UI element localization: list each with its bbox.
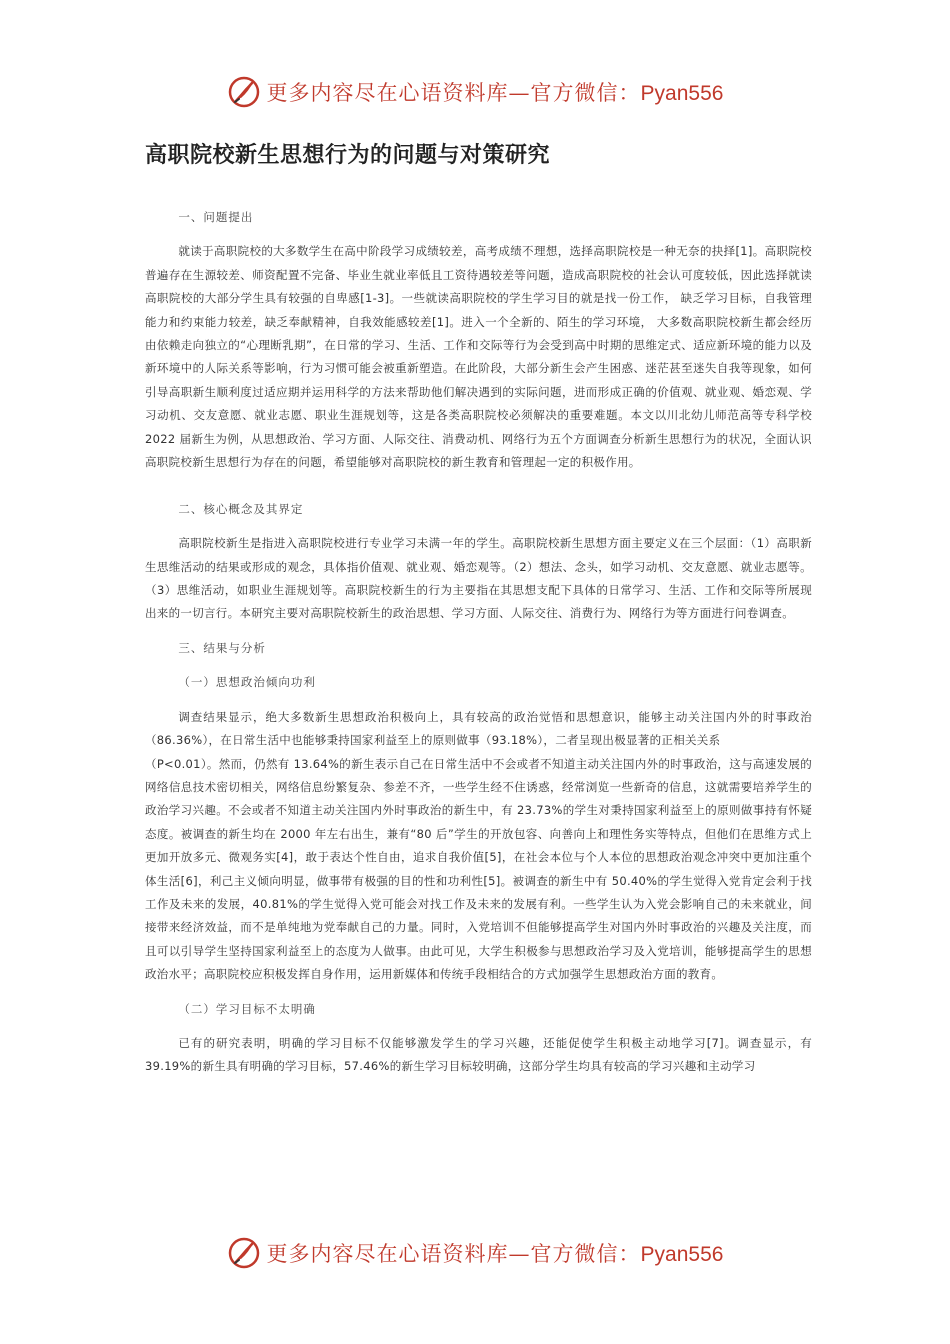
subsection-heading-1: （一）思想政治倾向功利 xyxy=(178,675,316,690)
document-title: 高职院校新生思想行为的问题与对策研究 xyxy=(145,143,551,168)
subsection-heading-2: （二）学习目标不太明确 xyxy=(178,1001,316,1016)
section-heading-2: 二、核心概念及其界定 xyxy=(178,501,304,516)
subsection-1-paragraph-b: （P<0.01）。然而，仍然有 13.64%的新生表示自己在日常生活中不会或者不知道主动关注国内外的时事政治，这与高速发展的网络信息技术密切相关，网络信息纷繁复杂、参差不齐，一些学生经不住诱惑，经常浏览一些新奇的信息，这就需要培养学生的政治学习兴趣。不会或者不知道主动关注国内外时事政治的新生中，有 23.73%的学生对秉持国家利益至上的原则做事持有怀疑态度。被调查的新生均在 2000 年左右出生，兼有“80 后”学生的开放包容、向善向上和理性务实等特点，但他们在思维方式上更加开放多元、微观务实[4]，敢于表达个性自由，追求自我价值[5]，在社会本位与个人本位的思想政治观念冲突中更加注重个体生活[6]，利己主义倾向明显，做事带有极强的目的性和功利性[5]。被调查的新生中有 50.40%的学生觉得入党肯定会利于找工作及未来的发展，40.81%的学生觉得入党可能会对找工作及未来的发展有利。一些学生认为入党会影响自己的未来就业，间接带来经济效益，而不是单纯地为党奉献自己的力量。同时，入党培训不但能够提高学生对国内外时事政治的兴趣及关注度，而且可以引导学生坚持国家利益至上的态度为人做事。由此可见，大学生积极参与思想政治学习及入党培训，能够提高学生的思想政治水平；高职院校应积极发挥自身作用，运用新媒体和传统手段相结合的方式加强学生思想政治方面的教育。 xyxy=(145,756,812,982)
watermark-brand: Pyan556 xyxy=(640,82,724,105)
subsection-2-paragraph: 已有的研究表明，明确的学习目标不仅能够激发学生的学习兴趣，还能促使学生积极主动地学习[7]。调查显示，有 39.19%的新生具有明确的学习目标，57.46%的新生学习目标较明确，这部分学生均具有较高的学习兴趣和主动学习 xyxy=(145,1035,812,1074)
document-body xyxy=(145,206,812,1079)
header-watermark-banner xyxy=(0,72,950,112)
section-1-paragraph: 就读于高职院校的大多数学生在高中阶段学习成绩较差，高考成绩不理想，选择高职院校是一种无奈的抉择[1]。高职院校普遍存在生源较差、师资配置不完备、毕业生就业率低且工资待遇较差等问题，造成高职院校的社会认可度较低，因此选择就读高职院校的大部分学生具有较强的自卑感[1-3]。一些就读高职院校的学生学习目的就是找一份工作， 缺乏学习目标，自我管理能力和约束能力较差，缺乏奉献精神，自我效能感较差[1]。进入一个全新的、陌生的学习环境， 大多数高职院校新生都会经历由依赖走向独立的“心理断乳期”，在日常的学习、生活、工作和交际等行为会受到高中时期的思维定式、适应新环境的能力以及新环境中的人际关系等影响，行为习惯可能会被重新塑造。在此阶段，大部分新生会产生困惑、迷茫甚至迷失自我等现象，如何引导高职新生顺利度过适应期并运用科学的方法来帮助他们解决遇到的实际问题，进而形成正确的价值观、就业观、婚恋观、学习动机、交友意愿、就业志愿、职业生涯规划等，这是各类高职院校必须解决的重要难题。本文以川北幼儿师范高等专科学校 2022 届新生为例，从思想政治、学习方面、人际交往、消费动机、网络行为五个方面调查分析新生思想行为的状况，全面认识高职院校新生思想行为存在的问题，希望能够对高职院校的新生教育和管理起一定的积极作用。 xyxy=(145,244,812,470)
watermark-text: 更多内容尽在心语资料库—官方微信：Pyan556 xyxy=(266,81,724,105)
section-2-paragraph: 高职院校新生是指进入高职院校进行专业学习未满一年的学生。高职院校新生思想方面主要定义在三个层面：（1）高职新生思维活动的结果或形成的观念，具体指价值观、就业观、婚恋观等。（2）想法、念头，如学习动机、交友意愿、就业志愿等。（3）思维活动，如职业生涯规划等。高职院校新生的行为主要指在其思想支配下具体的日常学习、生活、工作和交际等所展现出来的一切言行。本研究主要对高职院校新生的政治思想、学习方面、人际交往、消费行为、网络行为等方面进行问卷调查。 xyxy=(145,536,812,621)
footer-watermark-banner xyxy=(0,1233,950,1273)
section-heading-1: 一、问题提出 xyxy=(178,210,254,224)
quill-logo-icon xyxy=(227,75,261,109)
subsection-1-paragraph-a: 调查结果显示，绝大多数新生思想政治积极向上，具有较高的政治觉悟和思想意识，能够主动关注国内外的时事政治（86.36%），在日常生活中也能够秉持国家利益至上的原则做事（93.18%），二者呈现出极显著的正相关关系 xyxy=(145,709,812,748)
watermark-brand: Pyan556 xyxy=(640,1243,724,1266)
watermark-text: 更多内容尽在心语资料库—官方微信：Pyan556 xyxy=(266,1242,724,1266)
quill-logo-icon xyxy=(227,1236,261,1270)
section-heading-3: 三、结果与分析 xyxy=(178,640,266,655)
